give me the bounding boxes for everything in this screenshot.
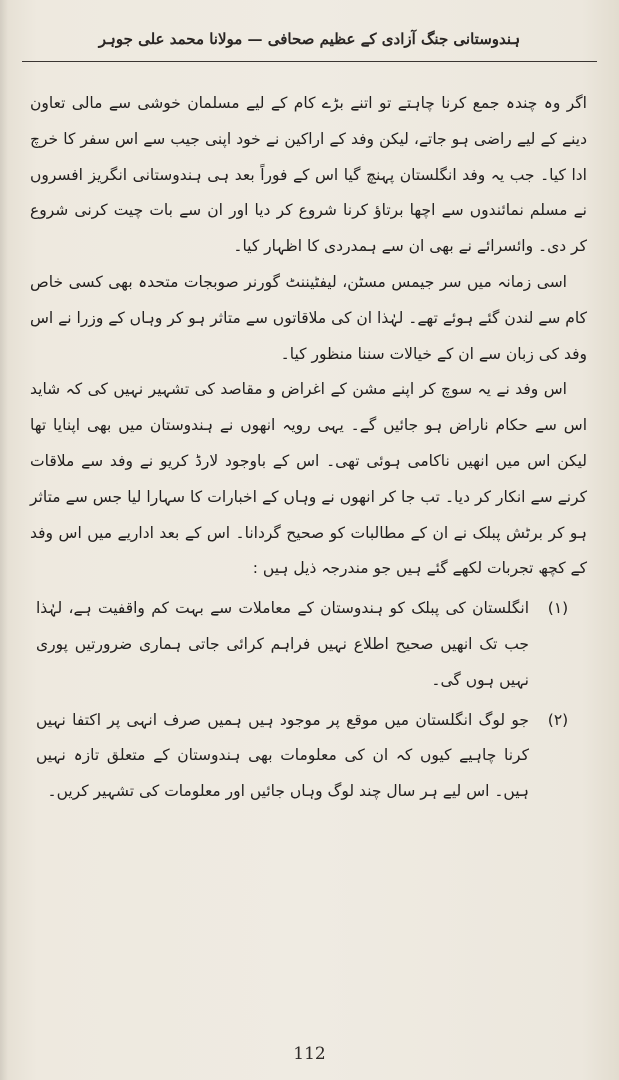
- paragraph-2: اسی زمانہ میں سر جیمس مسٹن، لیفٹیننٹ گورنر صوبجات متحدہ بھی کسی خاص کام سے لندن گئے ہوئے تھے۔ لہٰذا ان کی ملاقاتوں سے متاثر ہو کر وہاں کے وزرا نے اس وفد کی زبان سے ان کے خیالات سننا منظور کیا۔: [30, 272, 587, 363]
- list-item-2-number: (۲): [547, 710, 569, 729]
- header-divider: [22, 61, 597, 62]
- list-item-1: [30, 591, 587, 698]
- paragraph-1: اگر وہ چندہ جمع کرنا چاہتے تو اتنے بڑے کام کے لیے مسلمان خوشی سے مالی تعاون دینے کے لیے راضی ہو جاتے، لیکن وفد کے اراکین نے خود اپنی جیب سے اس سفر کا خرچ ادا کیا۔ جب یہ وفد انگلستان پہنچ گیا اس کے فوراً بعد ہی ہندوستانی انگریز افسروں نے مسلم نمائندوں سے اچھا برتاؤ کرنا شروع کر دیا اور ان سے بات چیت کرنی شروع کر دی۔ وائسرائے نے بھی ان سے ہمدردی کا اظہار کیا۔: [30, 94, 587, 256]
- page-gutter-shadow: [0, 0, 8, 1080]
- running-header: ہندوستانی جنگ آزادی کے عظیم صحافی — مولانا محمد علی جوہر: [98, 30, 521, 48]
- list-item-2: [30, 703, 587, 810]
- list-item-1-text: انگلستان کی پبلک کو ہندوستان کے معاملات سے بہت کم واقفیت ہے، لہٰذا جب تک انھیں صحیح اطلاع نہیں فراہم کرائی جاتی ہماری ضرورتیں پوری نہیں ہوں گی۔: [36, 599, 529, 689]
- page-number: 112: [293, 1044, 326, 1064]
- list-item-2-text: جو لوگ انگلستان میں موقع پر موجود ہیں ہمیں صرف انہی پر اکتفا نہیں کرنا چاہیے کیوں کہ ان کی معلومات بھی ہندوستان کے متعلق تازہ نہیں ہیں۔ اس لیے ہر سال چند لوگ وہاں جائیں اور معلومات کی تشہیر کریں۔: [36, 710, 529, 801]
- paragraph-3: اس وفد نے یہ سوچ کر اپنے مشن کے اغراض و مقاصد کی تشہیر نہیں کی کہ شاید اس سے حکام ناراض ہو جائیں گے۔ یہی رویہ انھوں نے ہندوستان میں بھی اپنایا تھا لیکن اس میں انھیں ناکامی ہوئی تھی۔ اس کے باوجود لارڈ کریو نے وفد سے ملاقات کرنے سے انکار کر دیا۔ تب جا کر انھوں نے وہاں کے اخبارات کا سہارا لیا جس سے متاثر ہو کر برٹش پبلک نے ان کے مطالبات کو صحیح گردانا۔ اس کے بعد اداریے میں اس وفد کے کچھ تجربات لکھے گئے ہیں جو مندرجہ ذیل ہیں :: [30, 380, 587, 578]
- page-body: [30, 86, 587, 810]
- list-item-1-number: (۱): [547, 599, 569, 618]
